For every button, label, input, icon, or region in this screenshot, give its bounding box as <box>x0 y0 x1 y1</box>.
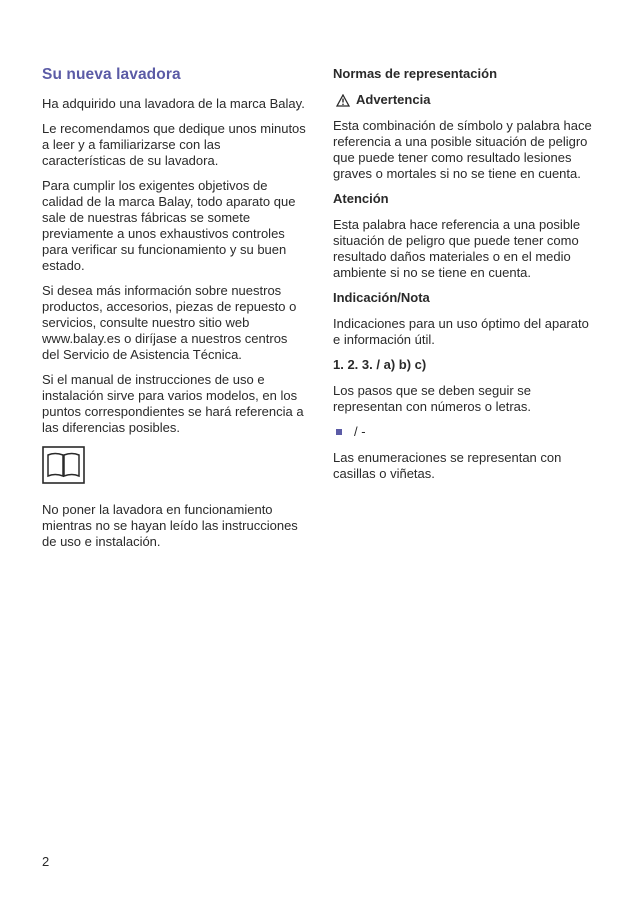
conventions-title: Normas de representación <box>333 66 498 81</box>
right-column <box>333 66 598 491</box>
read-instructions-note: No poner la lavadora en funcionamiento mientras no se hayan leído las instrucciones de uso e instalación. <box>42 502 298 549</box>
bullets-heading <box>333 424 598 440</box>
attention-text: Esta palabra hace referencia a una posible situación de peligro que puede tener como resultado daños materiales o en el medio ambiente si no se tiene en cuenta. <box>333 217 581 280</box>
info-paragraph: Si desea más información sobre nuestros productos, accesorios, piezas de repuesto o servicios, consulte nuestro sitio web www.balay.es o diríjase a nuestros centros del Servicio de Asistencia Técnica. <box>42 283 297 362</box>
quality-paragraph: Para cumplir los exigentes objetivos de calidad de la marca Balay, todo aparato que sale de nuestras fábricas se somete previamente a unos exhaustivos controles para verificar su funcionamiento y su buen estado. <box>42 178 296 273</box>
warning-heading <box>333 92 598 108</box>
steps-label: 1. 2. 3. / a) b) c) <box>333 357 427 372</box>
bullets-text: Las enumeraciones se representan con casillas o viñetas. <box>333 450 562 481</box>
steps-text: Los pasos que se deben seguir se representan con números o letras. <box>333 383 532 414</box>
open-book-icon <box>42 446 85 484</box>
page-number: 2 <box>42 854 50 869</box>
recommendation-paragraph: Le recomendamos que dedique unos minutos a leer y a familiarizarse con las características de su lavadora. <box>42 121 306 168</box>
square-bullet-icon <box>336 429 342 435</box>
warning-triangle-icon <box>336 94 350 107</box>
warning-text: Esta combinación de símbolo y palabra hace referencia a una posible situación de peligro que puede tener como resultado lesiones graves o mortales si no se tiene en cuenta. <box>333 118 592 181</box>
warning-label: Advertencia <box>356 92 431 107</box>
section-title: Su nueva lavadora <box>42 66 181 83</box>
bullets-label: / - <box>354 424 366 439</box>
left-column <box>42 66 307 559</box>
indication-label: Indicación/Nota <box>333 290 430 305</box>
models-paragraph: Si el manual de instrucciones de uso e instalación sirve para varios modelos, en los puntos correspondientes se hará referencia a las diferencias posibles. <box>42 372 304 435</box>
attention-label: Atención <box>333 191 389 206</box>
intro-paragraph: Ha adquirido una lavadora de la marca Balay. <box>42 96 305 111</box>
indication-text: Indicaciones para un uso óptimo del aparato e información útil. <box>333 316 589 347</box>
